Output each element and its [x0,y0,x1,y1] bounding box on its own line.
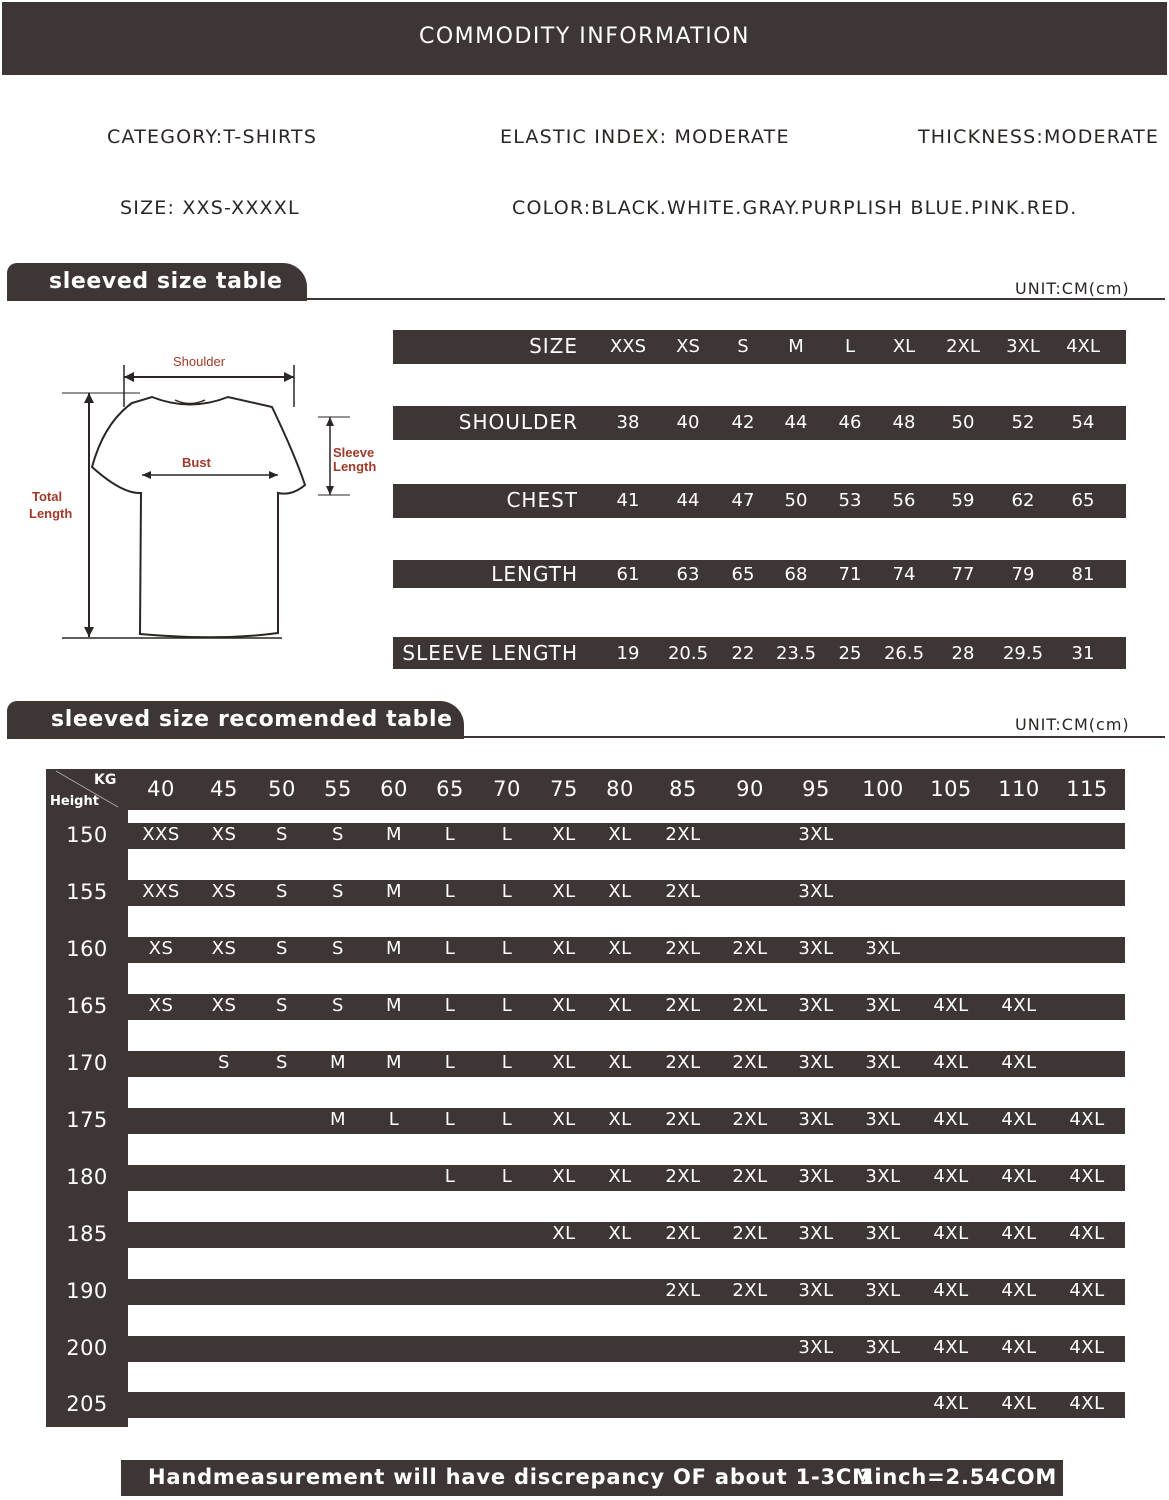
recommend-cell: L [501,1052,513,1073]
recommend-cell: 4XL [1069,1223,1105,1244]
recommend-cell: M [385,1052,403,1073]
recommend-cell: XXS [142,881,180,902]
recommend-cell: XL [608,938,632,959]
recommend-cell: 4XL [1001,1393,1037,1414]
recommend-cell: S [276,824,288,845]
chest-cell: 56 [892,490,916,511]
footer-note: Handmeasurement will have discrepancy OF about 1-3CM [148,1465,874,1489]
header-bar [2,2,1167,75]
recommend-cell: 2XL [665,1166,701,1187]
recommend-cell: 2XL [665,1052,701,1073]
diagram-total-label-1: Total [32,489,63,504]
recommend-cell: L [501,938,513,959]
recommend-row-205 [128,1392,1125,1418]
recommend-cell: 4XL [933,1280,969,1301]
recommend-cell: XL [608,1052,632,1073]
shoulder-row-label: SHOULDER [458,410,578,434]
recommend-cell: M [329,1052,347,1073]
recommend-cell: XS [148,938,174,959]
recommend-cell: 2XL [665,995,701,1016]
footer-bar [121,1460,1063,1496]
length-row-label: LENGTH [491,562,578,586]
recommend-row-180 [128,1165,1125,1191]
recommend-cell: 3XL [865,1337,901,1358]
weight-header-cell: 100 [862,777,904,801]
size-table-divider [7,298,1165,300]
recommend-cell: 4XL [1069,1166,1105,1187]
recommend-cell: 3XL [865,1166,901,1187]
header-diagonal-icon [46,769,128,810]
size-row-label: SIZE [529,334,578,358]
recommend-cell: 2XL [732,1223,768,1244]
length-cell: 65 [731,564,755,585]
diagram-bust-label: Bust [182,455,211,470]
footer-inch: 1inch=2.54COM [859,1465,1058,1489]
size-row [393,330,1126,364]
tshirt-outline-icon [92,397,305,637]
recommend-cell: XS [211,938,237,959]
recommend-cell: 2XL [665,938,701,959]
recommend-cell: 4XL [1001,1109,1037,1130]
height-cell: 180 [66,1165,108,1189]
recommend-row-200 [128,1336,1125,1362]
size-cell: XXS [609,336,647,357]
recommend-cell: L [444,1109,456,1130]
recommend-cell: 2XL [665,1223,701,1244]
recommend-table-title: sleeved size recomended table [51,707,453,732]
weight-header-cell: 90 [736,777,764,801]
info-elastic: ELASTIC INDEX: MODERATE [500,126,790,148]
sleeve-length-row [393,637,1126,669]
height-column [46,769,128,1427]
recommend-cell: 4XL [1069,1109,1105,1130]
recommend-cell: 3XL [798,1280,834,1301]
shoulder-row [393,406,1126,440]
height-cell: 200 [66,1336,108,1360]
recommend-cell: 4XL [1069,1280,1105,1301]
recommend-cell: XL [552,1166,576,1187]
recommend-cell: 4XL [933,1223,969,1244]
recommend-cell: 4XL [1001,1337,1037,1358]
height-cell: 175 [66,1108,108,1132]
shoulder-cell: 52 [1011,412,1035,433]
height-cell: 170 [66,1051,108,1075]
recommend-cell: 4XL [933,1393,969,1414]
shoulder-cell: 44 [784,412,808,433]
recommend-cell: L [501,824,513,845]
height-cell: 185 [66,1222,108,1246]
recommend-cell: L [444,995,456,1016]
recommend-cell: 4XL [1001,1223,1037,1244]
recommend-table-divider [7,736,1165,738]
recommend-cell: 3XL [865,1223,901,1244]
recommend-cell: 4XL [1001,1280,1037,1301]
recommend-cell: 3XL [865,938,901,959]
height-cell: 155 [66,880,108,904]
recommend-cell: XL [608,995,632,1016]
recommend-cell: 3XL [865,1109,901,1130]
recommend-cell: 3XL [798,881,834,902]
weight-header-cell: 45 [210,777,238,801]
height-cell: 165 [66,994,108,1018]
recommend-cell: L [501,881,513,902]
recommend-cell: 2XL [732,938,768,959]
recommend-cell: 3XL [865,995,901,1016]
info-size: SIZE: XXS-XXXXL [120,197,300,219]
shoulder-cell: 40 [676,412,700,433]
info-thickness: THICKNESS:MODERATE [918,126,1160,148]
recommend-cell: 2XL [665,881,701,902]
recommend-cell: S [332,824,344,845]
chest-cell: 44 [676,490,700,511]
shoulder-cell: 46 [838,412,862,433]
shoulder-cell: 48 [892,412,916,433]
recommend-cell: M [385,824,403,845]
sleeve-cell: 23.5 [775,643,817,664]
diagram-sleeve-label-1: Sleeve [333,445,375,460]
recommend-row-170 [128,1051,1125,1077]
sleeve-cell: 19 [616,643,640,664]
recommend-cell: 4XL [1069,1337,1105,1358]
sleeve-cell: 29.5 [1002,643,1044,664]
length-cell: 63 [676,564,700,585]
recommend-cell: L [444,824,456,845]
recommend-cell: 2XL [665,1109,701,1130]
recommend-cell: 2XL [732,1280,768,1301]
chest-cell: 59 [951,490,975,511]
recommend-cell: 4XL [933,995,969,1016]
length-cell: 79 [1011,564,1035,585]
recommend-row-150 [128,823,1125,849]
recommend-cell: 4XL [1001,1166,1037,1187]
info-color: COLOR:BLACK.WHITE.GRAY.PURPLISH BLUE.PINK.RED. [512,197,1078,219]
weight-header-cell: 50 [268,777,296,801]
recommend-cell: M [385,938,403,959]
shoulder-cell: 50 [951,412,975,433]
recommend-cell: 4XL [933,1052,969,1073]
recommend-cell: XS [211,995,237,1016]
size-cell: XS [676,336,700,357]
recommend-cell: 2XL [732,995,768,1016]
recommend-cell: 4XL [933,1166,969,1187]
recommend-cell: L [501,995,513,1016]
size-table-tab [7,263,307,301]
recommend-cell: M [385,881,403,902]
recommend-cell: S [276,995,288,1016]
weight-header-cell: 55 [324,777,352,801]
size-cell: 2XL [946,336,980,357]
size-table-title: sleeved size table [49,269,283,294]
recommend-cell: XXS [142,824,180,845]
size-cell: XL [892,336,916,357]
length-cell: 61 [616,564,640,585]
length-row [393,560,1126,588]
recommend-cell: XL [552,1052,576,1073]
weight-header-cell: 75 [550,777,578,801]
recommend-cell: XL [608,1166,632,1187]
recommend-cell: 2XL [732,1052,768,1073]
recommend-cell: S [332,938,344,959]
recommend-cell: 3XL [798,1223,834,1244]
recommend-cell: XL [552,1223,576,1244]
recommend-row-155 [128,880,1125,906]
recommend-cell: 4XL [1001,1052,1037,1073]
recommend-cell: S [218,1052,230,1073]
chest-cell: 50 [784,490,808,511]
sleeve-cell: 31 [1071,643,1095,664]
recommend-cell: XS [148,995,174,1016]
recommend-cell: XL [552,824,576,845]
shoulder-cell: 38 [616,412,640,433]
weight-header-cell: 40 [147,777,175,801]
recommend-cell: 2XL [732,1109,768,1130]
weight-header-cell: 65 [436,777,464,801]
recommend-cell: 3XL [798,824,834,845]
page-title: COMMODITY INFORMATION [419,24,750,49]
recommend-cell: XL [552,881,576,902]
kg-label: KG [94,772,117,788]
recommend-cell: S [332,995,344,1016]
recommend-cell: L [501,1166,513,1187]
chest-cell: 53 [838,490,862,511]
size-cell: S [737,336,749,357]
length-cell: 81 [1071,564,1095,585]
recommend-row-175 [128,1108,1125,1134]
weight-header-cell: 80 [606,777,634,801]
recommend-cell: L [444,881,456,902]
recommend-cell: 2XL [732,1166,768,1187]
recommend-cell: 3XL [798,1109,834,1130]
shoulder-cell: 42 [731,412,755,433]
recommend-cell: 3XL [798,1337,834,1358]
recommend-cell: L [444,1166,456,1187]
recommend-cell: 4XL [933,1337,969,1358]
height-cell: 160 [66,937,108,961]
weight-header-cell: 70 [493,777,521,801]
chest-row [393,484,1126,518]
recommend-cell: XL [608,1223,632,1244]
sleeve-cell: 28 [951,643,975,664]
recommend-cell: S [276,881,288,902]
size-cell: 4XL [1066,336,1100,357]
recommend-cell: XL [608,824,632,845]
length-cell: 68 [784,564,808,585]
chest-row-label: CHEST [506,488,578,512]
weight-header-cell: 105 [930,777,972,801]
recommend-cell: 4XL [933,1109,969,1130]
recommend-cell: XL [608,881,632,902]
recommend-cell: XL [552,938,576,959]
recommend-cell: XL [552,1109,576,1130]
chest-cell: 62 [1011,490,1035,511]
length-cell: 77 [951,564,975,585]
recommend-cell: XL [552,995,576,1016]
chest-cell: 47 [731,490,755,511]
sleeve-cell: 22 [731,643,755,664]
length-cell: 71 [838,564,862,585]
recommend-cell: S [276,1052,288,1073]
recommend-cell: XL [608,1109,632,1130]
chest-cell: 41 [616,490,640,511]
chest-cell: 65 [1071,490,1095,511]
recommend-cell: XS [211,881,237,902]
recommend-row-190 [128,1279,1125,1305]
recommend-cell: M [385,995,403,1016]
recommend-row-160 [128,937,1125,963]
recommend-cell: 3XL [865,1052,901,1073]
weight-header-row [128,769,1125,810]
recommend-cell: 4XL [1069,1393,1105,1414]
recommend-cell: L [444,1052,456,1073]
sleeve-length-row-label: SLEEVE LENGTH [402,641,578,665]
info-category: CATEGORY:T-SHIRTS [107,126,318,148]
size-table-unit: UNIT:CM(cm) [1015,279,1130,298]
recommend-cell: 3XL [798,1052,834,1073]
height-cell: 205 [66,1392,108,1416]
shoulder-cell: 54 [1071,412,1095,433]
recommend-cell: 2XL [665,824,701,845]
diagram-shoulder-label: Shoulder [173,354,226,369]
sleeve-cell: 20.5 [667,643,709,664]
recommend-row-185 [128,1222,1125,1248]
weight-header-cell: 115 [1066,777,1108,801]
size-cell: 3XL [1006,336,1040,357]
diagram-sleeve-label-2: Length [333,459,377,474]
recommend-row-165 [128,994,1125,1020]
weight-header-cell: 110 [998,777,1040,801]
weight-header-cell: 95 [802,777,830,801]
tshirt-diagram [20,345,390,650]
recommend-cell: L [444,938,456,959]
recommend-cell: M [329,1109,347,1130]
recommend-cell: 3XL [798,1166,834,1187]
recommend-cell: 3XL [798,938,834,959]
sleeve-cell: 25 [838,643,862,664]
recommend-cell: 3XL [865,1280,901,1301]
recommend-cell: 3XL [798,995,834,1016]
recommend-cell: XS [211,824,237,845]
height-label: Height [50,794,99,809]
recommend-cell: S [276,938,288,959]
weight-header-cell: 60 [380,777,408,801]
size-cell: M [788,336,804,357]
size-cell: L [844,336,856,357]
length-cell: 74 [892,564,916,585]
recommend-cell: S [332,881,344,902]
recommend-table-unit: UNIT:CM(cm) [1015,715,1130,734]
recommend-cell: L [501,1109,513,1130]
height-cell: 190 [66,1279,108,1303]
recommend-table-tab [7,701,464,739]
height-cell: 150 [66,823,108,847]
sleeve-cell: 26.5 [883,643,925,664]
diagram-total-label-2: Length [29,506,73,521]
recommend-cell: L [388,1109,400,1130]
recommend-cell: 2XL [665,1280,701,1301]
recommend-cell: 4XL [1001,995,1037,1016]
weight-header-cell: 85 [669,777,697,801]
